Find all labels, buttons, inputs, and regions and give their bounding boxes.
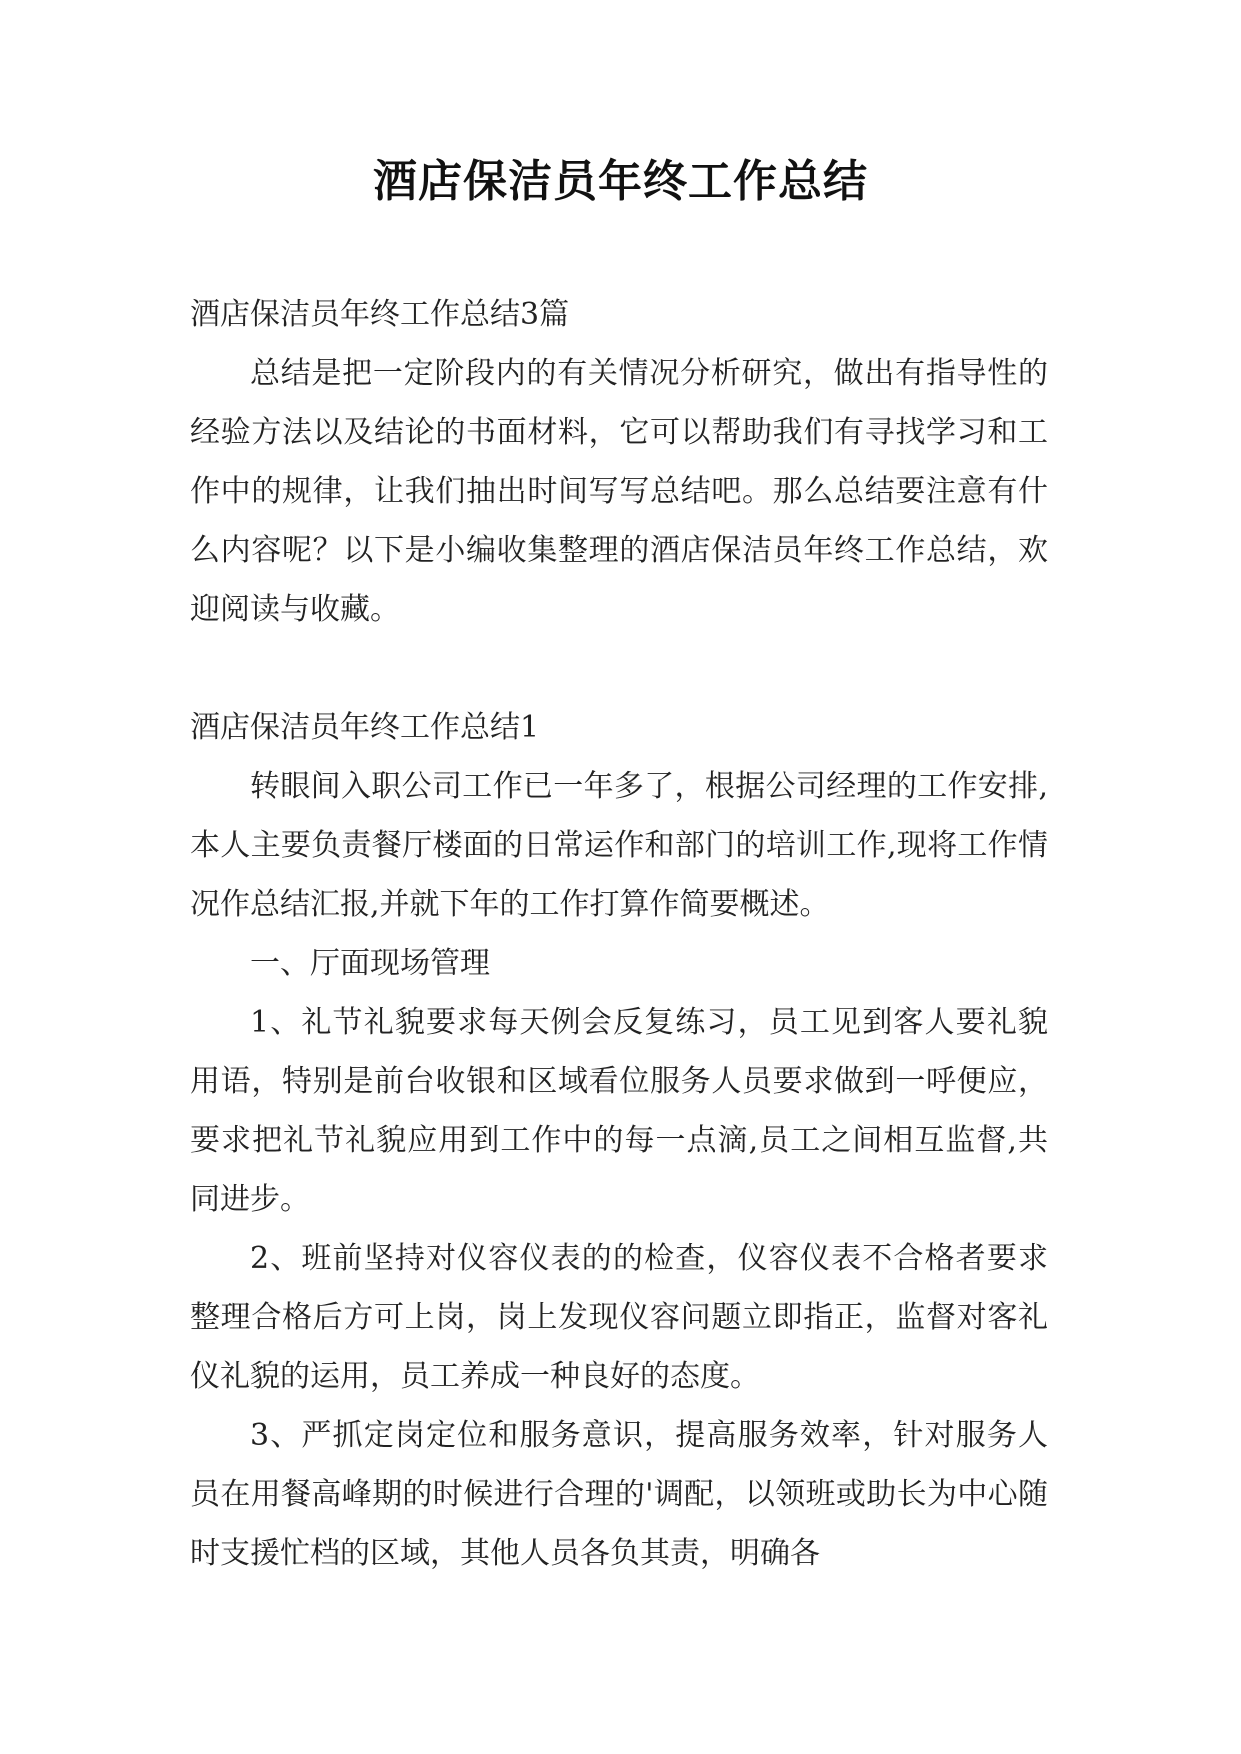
body-paragraph: 转眼间入职公司工作已一年多了，根据公司经理的工作安排,本人主要负责餐厅楼面的日常运作和部门的培训工作,现将工作情况作总结汇报,并就下年的工作打算作简要概述。 (190, 769, 1048, 922)
document-title: 酒店保洁员年终工作总结 (373, 156, 868, 207)
section-heading: 酒店保洁员年终工作总结1 (190, 710, 540, 745)
intro-heading: 酒店保洁员年终工作总结3篇 (190, 297, 570, 332)
section-spacer (190, 639, 1048, 698)
intro-paragraph: 总结是把一定阶段内的有关情况分析研究，做出有指导性的经验方法以及结论的书面材料，它可以帮助我们有寻找学习和工作中的规律，让我们抽出时间写写总结吧。那么总结要注意有什么内容呢？以下是小编收集整理的酒店保洁员年终工作总结，欢迎阅读与收藏。 (190, 356, 1048, 627)
subsection-heading: 一、厅面现场管理 (250, 946, 490, 981)
body-paragraph: 2、班前坚持对仪容仪表的的检查，仪容仪表不合格者要求整理合格后方可上岗，岗上发现仪容问题立即指正，监督对客礼仪礼貌的运用，员工养成一种良好的态度。 (190, 1241, 1048, 1394)
body-paragraph: 3、严抓定岗定位和服务意识，提高服务效率，针对服务人员在用餐高峰期的时候进行合理的'调配，以领班或助长为中心随时支援忙档的区域，其他人员各负其责，明确各 (190, 1418, 1048, 1571)
body-paragraph: 1、礼节礼貌要求每天例会反复练习，员工见到客人要礼貌用语，特别是前台收银和区域看位服务人员要求做到一呼便应，要求把礼节礼貌应用到工作中的每一点滴,员工之间相互监督,共同进步。 (190, 1005, 1048, 1217)
document-body (190, 285, 1048, 1583)
